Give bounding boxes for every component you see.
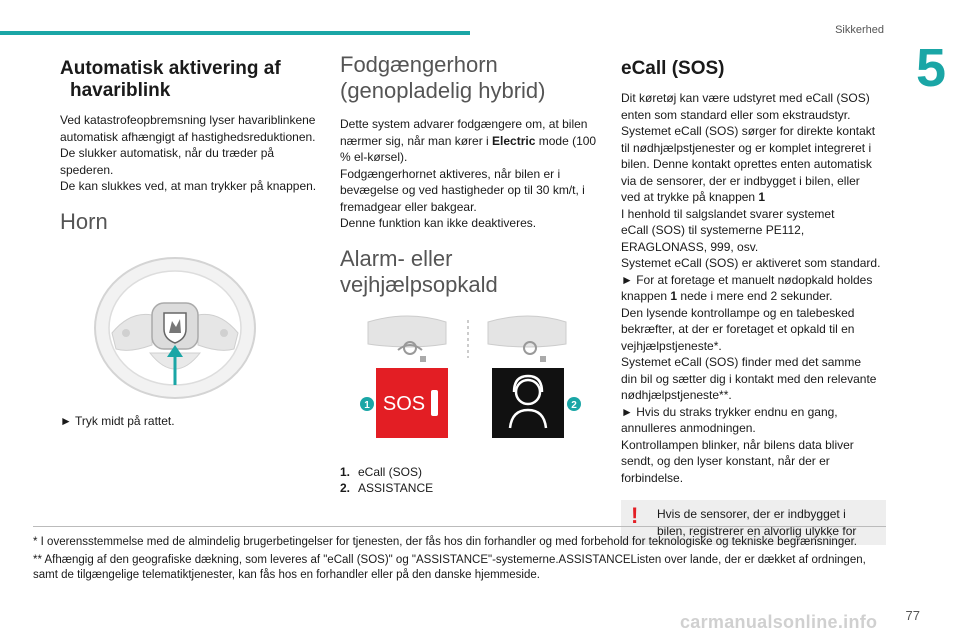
pedestrian-heading: Fodgængerhorn (genopladelig hybrid) <box>340 52 546 103</box>
pedestrian-text: Dette system advarer fodgængere om, at bilen nærmer sig, når man kører i Electric mode (100 % el-kørsel). Fodgængerhornet aktiveres, når bilen er i bevægelse og ved hastigheder op til 30 km/t, i fremadgear eller bakgear. Denne funktion kan ikke deaktiveres. <box>340 117 597 230</box>
horn-instruction: ► Tryk midt på rattet. <box>60 413 175 428</box>
steering-wheel-illustration <box>90 253 260 403</box>
alarm-legend <box>340 464 602 497</box>
page-number: 77 <box>905 608 920 623</box>
callout-2: 2 <box>571 399 577 411</box>
column-middle <box>340 52 602 497</box>
footnote-1: * I overensstemmelse med de almindelig brugerbetingelser for tjenesten, der fås hos din forhandler og med forbehold for teknologiske og tekniske begrænsninger. <box>33 536 858 548</box>
watermark: carmanualsonline.info <box>680 612 878 632</box>
horn-heading: Horn <box>60 208 108 234</box>
footnotes <box>33 526 886 586</box>
ecall-buttons-illustration <box>338 310 593 450</box>
ecall-text: Dit køretøj kan være udstyret med eCall (SOS) enten som standard eller som ekstraudstyr. Systemet eCall (SOS) sørger for direkte kontakt til nødhjælpstjenester og er komplet integreret i bilen. Denne kontakt oprettes enten automatisk via de sensorer, der er indbygget i bilen, eller ved at trykke på knappen 1 I henhold til salgslandet svarer systemet eCall (SOS) til systemerne PE112, ERAGLONASS, 999, osv. Systemet eCall (SOS) er aktiveret som standard. ► For at foretage et manuelt nødopkald holdes knappen 1 nede i mere end 2 sekunder. Den lysende kontrollampe og en talebesked bekræfter, at der er foretaget et opkald til en vejhjælpstjeneste*. Systemet eCall (SOS) finder med det samme din bil og sætter dig i kontakt med den relevante nødhjælpstjeneste**. ► Hvis du straks trykker endnu en gang, annulleres anmodningen. Kontrollampen blinker, når bilens data bliver sendt, og den lyser konstant, når der er forbindelse. <box>621 91 881 485</box>
hazard-heading: Automatisk aktivering af havariblink <box>60 58 281 101</box>
ecall-heading: eCall (SOS) <box>621 58 725 79</box>
column-left <box>60 52 322 429</box>
callout-1: 1 <box>364 399 370 411</box>
legend-item: 2. ASSISTANCE <box>340 481 434 495</box>
warning-icon: ! <box>631 503 639 528</box>
chapter-number: 5 <box>902 38 960 98</box>
legend-item: 1. eCall (SOS) <box>340 464 423 479</box>
warning-text: Hvis de sensorer, der er indbygget i bilen, registrerer en alvorlig ulykke for <box>657 507 857 538</box>
alarm-heading: Alarm- eller vejhjælpsopkald <box>340 245 498 297</box>
sos-button-label: SOS <box>382 392 426 415</box>
column-right <box>621 52 886 545</box>
footnote-2: ** Afhængig af den geografiske dækning, som leveres af "eCall (SOS)" og "ASSISTANCE"-systemerne.ASSISTANCEListen over lande, der er dækket af ordningen, samt de tilgængelige telematiktjenester, kan fås hos en forhandler eller på den danske hjemmeside. <box>33 553 866 581</box>
hazard-text: Ved katastrofeopbremsning lyser havariblinkene automatisk afhængigt af hastighedsreduktionen. De slukker automatisk, når du træder på spederen. De kan slukkes ved, at man trykker på knappen. <box>60 113 317 193</box>
section-label: Sikkerhed <box>835 24 884 36</box>
header-accent-bar <box>0 31 470 35</box>
